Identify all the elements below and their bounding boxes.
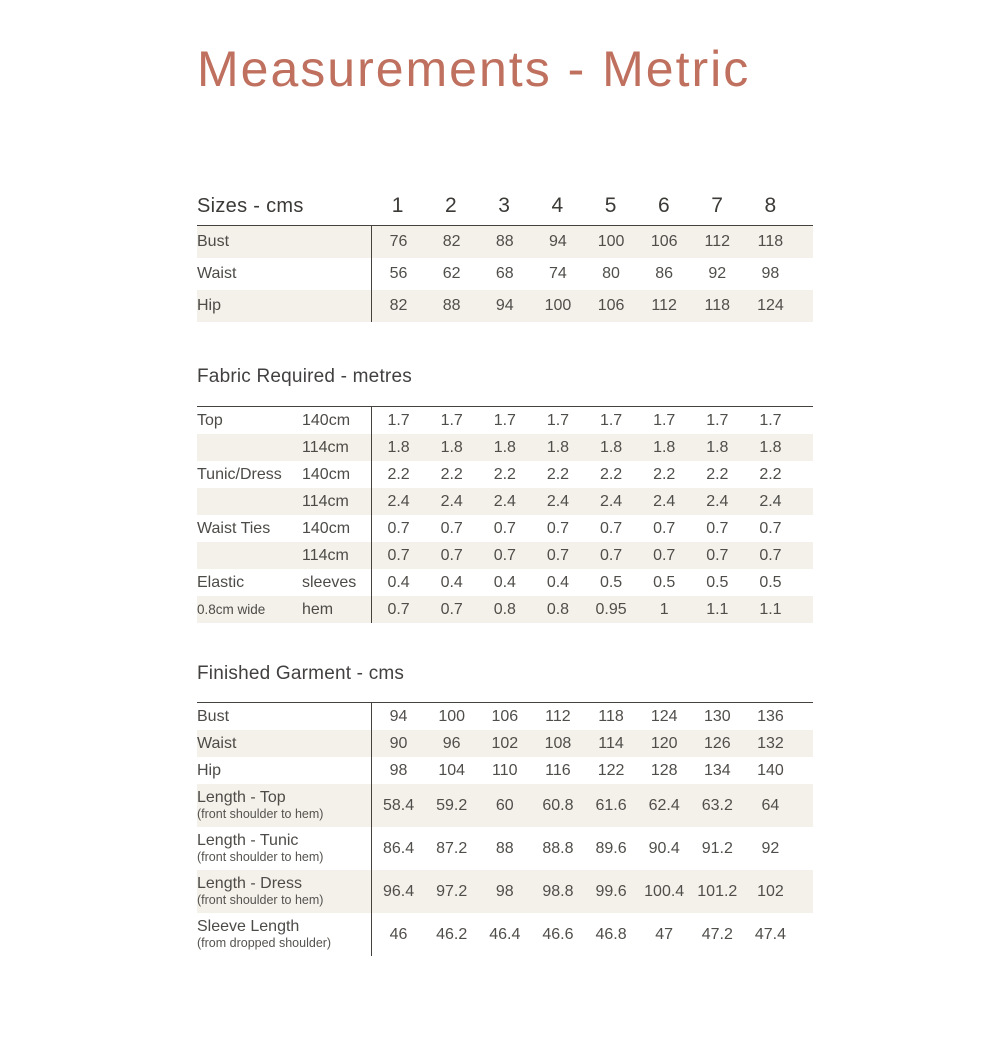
size-header: 6 <box>658 194 670 217</box>
fabric-section <box>197 366 813 623</box>
table-row <box>197 290 813 322</box>
garment-item-label: 0.8cm wide <box>197 602 266 617</box>
cell-value: 2.4 <box>653 492 676 510</box>
row-label: Waist <box>197 734 237 752</box>
cell-value: 118 <box>598 707 624 725</box>
cell-value: 92 <box>708 265 727 282</box>
row-values <box>371 407 813 434</box>
cell-value: 0.7 <box>759 519 782 537</box>
cell-value: 46.2 <box>436 925 468 943</box>
cell-value: 88.8 <box>542 839 574 857</box>
cell-value: 88 <box>495 839 514 857</box>
cell-value: 0.7 <box>546 546 570 564</box>
cell-value: 126 <box>703 734 731 752</box>
cell-value: 58.4 <box>382 796 415 814</box>
cell-value: 89.6 <box>595 839 627 857</box>
garment-heading: Finished Garment - cms <box>197 663 405 684</box>
row-values <box>371 226 813 258</box>
table-row <box>197 488 813 515</box>
row-label-cell <box>197 913 371 956</box>
cell-value: 2.4 <box>706 492 729 510</box>
size-header: 1 <box>391 194 404 217</box>
row-values <box>371 434 813 461</box>
cell-value: 88 <box>442 297 461 314</box>
cell-value: 60.8 <box>542 796 574 814</box>
cell-value: 124 <box>757 297 784 314</box>
cell-value: 0.4 <box>387 573 410 591</box>
cell-value: 96.4 <box>382 882 415 900</box>
cell-value: 47 <box>655 925 674 943</box>
cell-value: 56 <box>389 265 408 282</box>
size-column-headers <box>371 194 813 218</box>
row-label-cell <box>197 596 371 623</box>
cell-value: 0.7 <box>493 519 516 537</box>
cell-value: 0.5 <box>653 573 676 591</box>
cell-value: 1.7 <box>440 411 463 429</box>
cell-value: 0.7 <box>440 546 463 564</box>
garment-item-label: Tunic/Dress <box>197 465 282 483</box>
table-row <box>197 596 813 623</box>
cell-value: 134 <box>703 761 731 779</box>
cell-value: 1.8 <box>759 438 782 456</box>
table-row <box>197 827 813 870</box>
garment-table <box>197 702 813 956</box>
cell-value: 2.4 <box>387 492 410 510</box>
cell-value: 110 <box>492 761 518 779</box>
fabric-width-label: 140cm <box>302 519 351 537</box>
sizes-heading: Sizes - cms <box>197 195 304 217</box>
fabric-width-label: hem <box>302 600 334 618</box>
row-label: Hip <box>197 761 222 779</box>
cell-value: 0.7 <box>387 519 410 537</box>
cell-value: 1.7 <box>493 411 516 429</box>
row-label-cell <box>197 827 371 870</box>
row-label: Bust <box>197 233 230 250</box>
cell-value: 0.7 <box>387 546 410 564</box>
cell-value: 1.7 <box>706 411 729 429</box>
cell-value: 0.4 <box>546 573 570 591</box>
table-row <box>197 461 813 488</box>
cell-value: 61.6 <box>595 796 627 814</box>
cell-value: 112 <box>704 233 731 250</box>
measurement-sheet <box>197 42 813 956</box>
cell-value: 82 <box>389 297 408 314</box>
cell-value: 1.8 <box>493 438 516 456</box>
table-row <box>197 730 813 757</box>
cell-value: 2.4 <box>546 492 570 510</box>
cell-value: 0.7 <box>599 519 623 537</box>
cell-value: 0.7 <box>387 600 410 618</box>
sizes-table-header <box>197 189 813 225</box>
table-row <box>197 784 813 827</box>
cell-value: 2.2 <box>653 465 676 483</box>
cell-value: 46.8 <box>595 925 627 943</box>
row-label: Sleeve Length <box>197 917 300 935</box>
cell-value: 62 <box>442 265 461 282</box>
cell-value: 0.7 <box>706 546 729 564</box>
row-values <box>371 596 813 623</box>
cell-value: 82 <box>442 233 461 250</box>
cell-value: 74 <box>549 265 567 282</box>
cell-value: 1.7 <box>387 411 410 429</box>
cell-value: 118 <box>704 297 731 314</box>
table-row <box>197 542 813 569</box>
size-header: 7 <box>711 194 723 217</box>
size-header: 3 <box>498 194 510 217</box>
cell-value: 0.7 <box>546 519 570 537</box>
cell-value: 100 <box>544 297 572 314</box>
cell-value: 46.4 <box>489 925 521 943</box>
row-label: Bust <box>197 707 230 725</box>
cell-value: 124 <box>650 707 678 725</box>
cell-value: 91.2 <box>701 839 733 857</box>
row-label: Length - Top <box>197 788 286 806</box>
cell-value: 1.8 <box>599 438 623 456</box>
cell-value: 0.5 <box>706 573 729 591</box>
cell-value: 2.2 <box>546 465 570 483</box>
cell-value: 104 <box>438 761 466 779</box>
cell-value: 2.2 <box>759 465 782 483</box>
cell-value: 98.8 <box>542 882 574 900</box>
cell-value: 0.7 <box>706 519 729 537</box>
cell-value: 2.4 <box>759 492 782 510</box>
size-header: 8 <box>764 194 777 217</box>
row-values <box>371 757 813 784</box>
row-values <box>371 730 813 757</box>
cell-value: 0.7 <box>653 519 676 537</box>
row-sublabel: (front shoulder to hem) <box>197 892 324 907</box>
size-header: 5 <box>604 194 617 217</box>
cell-value: 0.7 <box>440 519 463 537</box>
table-row <box>197 913 813 956</box>
cell-value: 100 <box>438 707 466 725</box>
cell-value: 90 <box>389 734 408 752</box>
row-values <box>371 703 813 730</box>
row-values <box>371 913 813 956</box>
cell-value: 132 <box>757 734 784 752</box>
cell-value: 64 <box>761 796 780 814</box>
row-label: Length - Dress <box>197 874 302 892</box>
cell-value: 0.4 <box>493 573 516 591</box>
table-row <box>197 434 813 461</box>
cell-value: 136 <box>757 707 784 725</box>
row-sublabel: (from dropped shoulder) <box>197 935 332 950</box>
row-values <box>371 870 813 913</box>
size-header: 4 <box>551 194 564 217</box>
cell-value: 1.7 <box>599 411 623 429</box>
cell-value: 101.2 <box>697 882 738 900</box>
cell-value: 88 <box>495 233 514 250</box>
cell-value: 98 <box>495 882 514 900</box>
cell-value: 94 <box>549 233 567 250</box>
cell-value: 2.2 <box>599 465 623 483</box>
cell-value: 102 <box>757 882 784 900</box>
row-values <box>371 290 813 322</box>
fabric-width-label: 114cm <box>302 438 349 456</box>
cell-value: 0.8 <box>493 600 516 618</box>
cell-value: 96 <box>442 734 461 752</box>
cell-value: 112 <box>545 707 571 725</box>
cell-value: 106 <box>650 233 678 250</box>
fabric-width-label: 140cm <box>302 411 351 429</box>
cell-value: 2.2 <box>440 465 463 483</box>
cell-value: 106 <box>597 297 625 314</box>
row-values <box>371 542 813 569</box>
cell-value: 120 <box>650 734 678 752</box>
cell-value: 2.4 <box>599 492 623 510</box>
row-values <box>371 461 813 488</box>
row-label-cell <box>197 730 371 757</box>
row-sublabel: (front shoulder to hem) <box>197 806 324 821</box>
cell-value: 59.2 <box>436 796 468 814</box>
cell-value: 0.5 <box>599 573 623 591</box>
row-label-cell <box>197 461 371 488</box>
cell-value: 130 <box>703 707 731 725</box>
cell-value: 112 <box>651 297 677 314</box>
row-values <box>371 515 813 542</box>
row-values <box>371 258 813 290</box>
cell-value: 86 <box>655 265 674 282</box>
cell-value: 1 <box>659 600 669 618</box>
cell-value: 122 <box>597 761 625 779</box>
row-values <box>371 784 813 827</box>
cell-value: 0.5 <box>759 573 782 591</box>
cell-value: 1.1 <box>706 600 729 618</box>
row-label-cell <box>197 870 371 913</box>
cell-value: 2.4 <box>493 492 516 510</box>
cell-value: 87.2 <box>436 839 468 857</box>
row-sublabel: (front shoulder to hem) <box>197 849 324 864</box>
cell-value: 0.7 <box>759 546 782 564</box>
row-label-cell <box>197 226 371 258</box>
page-title: Measurements - Metric <box>197 41 751 97</box>
row-label-cell <box>197 290 371 322</box>
cell-value: 47.4 <box>754 925 786 943</box>
cell-value: 0.4 <box>440 573 463 591</box>
fabric-table <box>197 406 813 623</box>
cell-value: 2.2 <box>706 465 729 483</box>
row-values <box>371 569 813 596</box>
row-label-cell <box>197 703 371 730</box>
cell-value: 0.8 <box>546 600 570 618</box>
cell-value: 99.6 <box>595 882 627 900</box>
cell-value: 98 <box>389 761 408 779</box>
cell-value: 46 <box>389 925 408 943</box>
cell-value: 2.2 <box>493 465 516 483</box>
cell-value: 0.95 <box>595 600 627 618</box>
row-label-cell <box>197 569 371 596</box>
sizes-section <box>197 189 813 322</box>
row-label-cell <box>197 757 371 784</box>
fabric-heading: Fabric Required - metres <box>197 366 412 387</box>
row-label: Length - Tunic <box>197 831 299 849</box>
cell-value: 102 <box>491 734 519 752</box>
table-row <box>197 757 813 784</box>
cell-value: 0.7 <box>440 600 463 618</box>
cell-value: 1.8 <box>387 438 410 456</box>
garment-item-label: Waist Ties <box>197 519 271 537</box>
cell-value: 98 <box>761 265 780 282</box>
cell-value: 100.4 <box>644 882 685 900</box>
table-row <box>197 870 813 913</box>
cell-value: 1.8 <box>440 438 463 456</box>
cell-value: 100 <box>597 233 625 250</box>
fabric-width-label: 114cm <box>302 546 349 564</box>
cell-value: 1.7 <box>546 411 570 429</box>
row-label-cell <box>197 542 371 569</box>
cell-value: 2.2 <box>387 465 410 483</box>
row-label-cell <box>197 515 371 542</box>
cell-value: 1.1 <box>759 600 782 618</box>
cell-value: 114 <box>598 734 624 752</box>
fabric-width-label: 114cm <box>302 492 349 510</box>
row-values <box>371 488 813 515</box>
row-label: Hip <box>197 297 222 314</box>
cell-value: 86.4 <box>382 839 415 857</box>
row-label-cell <box>197 488 371 515</box>
garment-item-label: Top <box>197 411 223 429</box>
cell-value: 106 <box>491 707 519 725</box>
cell-value: 46.6 <box>542 925 574 943</box>
cell-value: 90.4 <box>648 839 680 857</box>
row-label: Waist <box>197 265 237 282</box>
table-row <box>197 515 813 542</box>
cell-value: 1.8 <box>546 438 570 456</box>
row-label-cell <box>197 434 371 461</box>
table-row <box>197 569 813 596</box>
cell-value: 47.2 <box>701 925 733 943</box>
cell-value: 118 <box>757 233 784 250</box>
cell-value: 68 <box>495 265 514 282</box>
cell-value: 97.2 <box>436 882 468 900</box>
cell-value: 140 <box>757 761 784 779</box>
cell-value: 0.7 <box>493 546 516 564</box>
cell-value: 76 <box>389 233 408 250</box>
row-label-cell <box>197 258 371 290</box>
cell-value: 1.7 <box>759 411 782 429</box>
cell-value: 128 <box>650 761 678 779</box>
cell-value: 94 <box>389 707 408 725</box>
table-row <box>197 703 813 730</box>
row-label-cell <box>197 407 371 434</box>
cell-value: 108 <box>544 734 572 752</box>
cell-value: 116 <box>545 761 571 779</box>
row-values <box>371 827 813 870</box>
cell-value: 1.8 <box>653 438 676 456</box>
cell-value: 1.8 <box>706 438 729 456</box>
cell-value: 80 <box>602 265 620 282</box>
cell-value: 0.7 <box>599 546 623 564</box>
table-row <box>197 407 813 434</box>
cell-value: 94 <box>495 297 514 314</box>
cell-value: 92 <box>761 839 780 857</box>
row-label-cell <box>197 784 371 827</box>
garment-item-label: Elastic <box>197 573 245 591</box>
table-row <box>197 258 813 290</box>
table-row <box>197 226 813 258</box>
size-header: 2 <box>445 194 457 217</box>
cell-value: 1.7 <box>653 411 676 429</box>
cell-value: 0.7 <box>653 546 676 564</box>
cell-value: 60 <box>495 796 514 814</box>
sizes-table <box>197 225 813 322</box>
cell-value: 62.4 <box>648 796 680 814</box>
cell-value: 2.4 <box>440 492 463 510</box>
fabric-width-label: sleeves <box>302 573 357 591</box>
cell-value: 63.2 <box>701 796 733 814</box>
garment-section <box>197 663 813 956</box>
fabric-width-label: 140cm <box>302 465 351 483</box>
